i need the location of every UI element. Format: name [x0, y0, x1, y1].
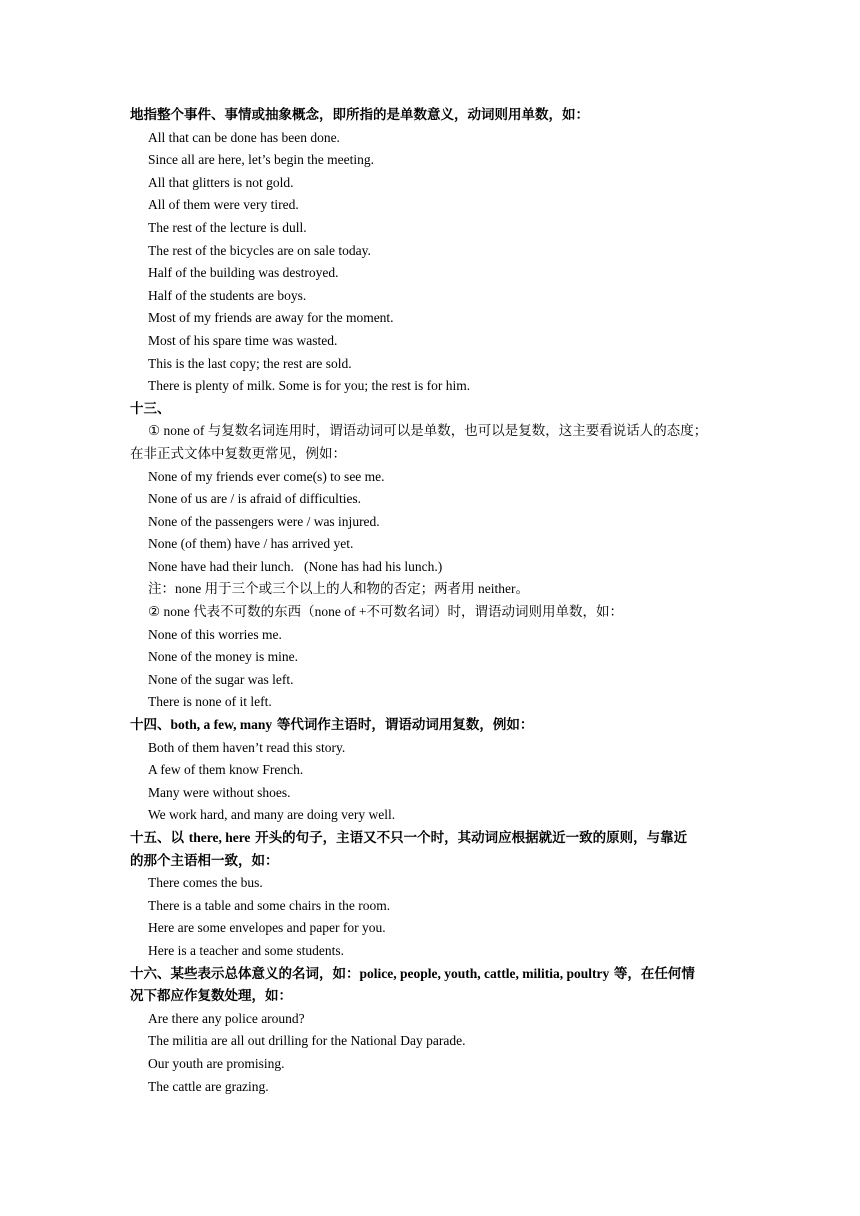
- example-sentence: The rest of the bicycles are on sale today.: [148, 242, 371, 258]
- rule-1-line-2: 在非正式文体中复数更常见，例如：: [130, 445, 346, 461]
- section-16-heading-line-2: 况下都应作复数处理，如：: [130, 988, 292, 1005]
- section-15: [130, 827, 740, 963]
- example-sentence: All of them were very tired.: [148, 197, 299, 213]
- example-sentence: Here are some envelopes and paper for you.: [148, 920, 386, 936]
- example-sentence: A few of them know French.: [148, 762, 304, 778]
- example-sentence: There is none of it left.: [148, 694, 272, 710]
- example-sentence: None have had their lunch. (None has had his lunch.): [148, 558, 443, 574]
- note-line: 注：none 用于三个或三个以上的人和物的否定；两者用 neither。: [148, 581, 529, 597]
- example-sentence: Half of the students are boys.: [148, 287, 307, 303]
- section-13: [130, 398, 740, 714]
- example-sentence: There is a table and some chairs in the room.: [148, 897, 391, 913]
- example-sentence: All that glitters is not gold.: [148, 174, 294, 190]
- example-sentence: The militia are all out drilling for the National Day parade.: [148, 1033, 466, 1049]
- heading-suffix: 开头的句子，主语又不只一个时，其动词应根据就近一致的原则，与靠近: [250, 830, 688, 846]
- section-14-heading: [130, 714, 740, 737]
- heading-terms: police, people, youth, cattle, militia, poultry: [359, 965, 610, 981]
- intro-line: 地指整个事件、事情或抽象概念，即所指的是单数意义，动词则用单数，如：: [130, 107, 589, 123]
- heading-suffix: 等，在任何情: [609, 965, 695, 982]
- example-sentence: Most of my friends are away for the moment.: [148, 310, 394, 326]
- example-sentence: None of my friends ever come(s) to see me.: [148, 468, 385, 484]
- section-15-heading: [130, 827, 740, 850]
- rule-2-line: ② none 代表不可数的东西（none of +不可数名词）时，谓语动词则用单数，如：: [148, 604, 623, 620]
- example-sentence: None (of them) have / has arrived yet.: [148, 536, 354, 552]
- example-sentence: Since all are here, let’s begin the meeting.: [148, 152, 375, 168]
- section-12-examples: [130, 127, 740, 398]
- heading-terms: there, here: [188, 830, 251, 845]
- example-sentence: The cattle are grazing.: [148, 1078, 269, 1094]
- example-sentence: Our youth are promising.: [148, 1055, 285, 1071]
- example-sentence: We work hard, and many are doing very well.: [148, 807, 396, 823]
- heading-prefix: 十四、: [130, 717, 171, 734]
- example-sentence: Are there any police around?: [148, 1010, 305, 1026]
- example-sentence: All that can be done has been done.: [148, 129, 340, 145]
- heading-prefix: 十六、某些表示总体意义的名词，如：: [130, 965, 360, 982]
- example-sentence: There comes the bus.: [148, 875, 263, 891]
- section-16-heading: [130, 963, 740, 986]
- document-page: [130, 104, 740, 1098]
- heading-prefix: 十五、以: [130, 830, 189, 846]
- heading-terms: both, a few, many: [170, 717, 273, 733]
- example-sentence: Here is a teacher and some students.: [148, 942, 345, 958]
- example-sentence: None of us are / is afraid of difficulties.: [148, 491, 362, 507]
- example-sentence: None of the sugar was left.: [148, 671, 294, 687]
- example-sentence: Both of them haven’t read this story.: [148, 739, 346, 755]
- example-sentence: Most of his spare time was wasted.: [148, 332, 338, 348]
- example-sentence: None of this worries me.: [148, 626, 282, 642]
- example-sentence: This is the last copy; the rest are sold.: [148, 355, 352, 371]
- example-sentence: The rest of the lecture is dull.: [148, 219, 307, 235]
- section-13-heading: 十三、: [130, 400, 171, 417]
- rule-1-line-1: ① none of 与复数名词连用时，谓语动词可以是单数，也可以是复数，这主要看说话人的态度；: [148, 423, 708, 439]
- section-15-heading-line-2: 的那个主语相一致，如：: [130, 852, 279, 869]
- section-16: [130, 963, 740, 1099]
- example-sentence: Half of the building was destroyed.: [148, 265, 339, 281]
- example-sentence: None of the passengers were / was injured.: [148, 513, 380, 529]
- example-sentence: There is plenty of milk. Some is for you; the rest is for him.: [148, 378, 471, 394]
- example-sentence: None of the money is mine.: [148, 649, 298, 665]
- heading-suffix: 等代词作主语时，谓语动词用复数，例如：: [272, 717, 534, 734]
- example-sentence: Many were without shoes.: [148, 784, 291, 800]
- section-14: [130, 714, 740, 827]
